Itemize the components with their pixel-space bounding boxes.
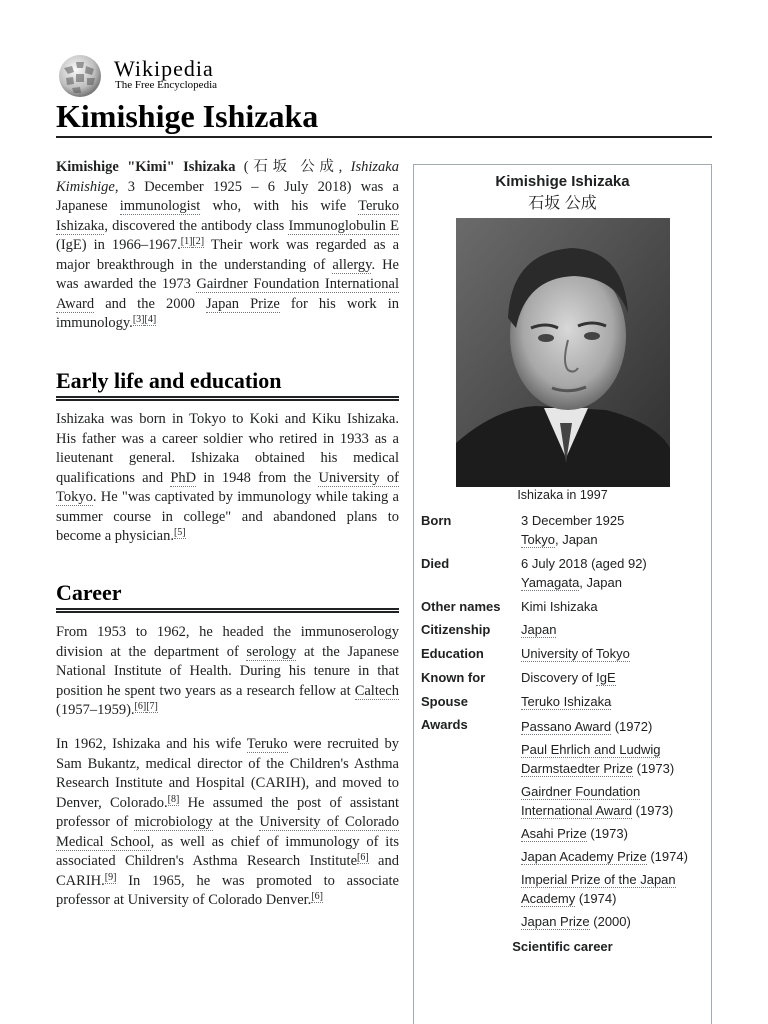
link-award[interactable]: Japan Academy Prize bbox=[521, 849, 647, 864]
link-ige[interactable]: IgE bbox=[596, 670, 616, 685]
award-item: Japan Prize (2000) bbox=[521, 914, 631, 929]
link-immunologist[interactable]: immunologist bbox=[119, 198, 201, 214]
ref-7[interactable]: [7] bbox=[146, 701, 158, 712]
ref-6[interactable]: [6] bbox=[134, 701, 147, 712]
award-item: Japan Academy Prize (1974) bbox=[521, 849, 688, 864]
award-item: Imperial Prize of the Japan Academy (1974) bbox=[521, 872, 676, 906]
born-date: 3 December 1925 bbox=[521, 513, 625, 528]
infobox-title: Kimishige Ishizaka bbox=[495, 173, 630, 190]
label-spouse: Spouse bbox=[421, 694, 468, 709]
link-award[interactable]: Imperial Prize of the Japan Academy bbox=[521, 872, 676, 906]
link-award[interactable]: Paul Ehrlich and Ludwig Darmstaedter Prize bbox=[521, 742, 661, 776]
portrait-illustration bbox=[456, 218, 670, 487]
ref-8[interactable]: [8] bbox=[167, 793, 180, 805]
link-yamagata[interactable]: Yamagata bbox=[521, 575, 580, 590]
award-item: Passano Award (1972) bbox=[521, 719, 653, 734]
portrait-photo[interactable] bbox=[456, 218, 670, 487]
awards-list bbox=[521, 717, 706, 935]
label-awards: Awards bbox=[421, 717, 468, 732]
section-divider bbox=[56, 608, 399, 613]
ref-2[interactable]: [2] bbox=[192, 236, 205, 247]
label-born: Born bbox=[421, 513, 452, 528]
early-life-paragraph: Ishizaka was born in Tokyo to Koki and Kiku Ishizaka. His father was a career soldier who retired in 1933 as a lieutenant general. Ishizaka obtained his medical qualifications and PhD in 1948 from the University of Tokyo. He "was captivated by immunology while taking a summer course in college" and abandoned plans to become a physician.[5] bbox=[56, 411, 399, 544]
link-university-of-tokyo[interactable]: University of Tokyo bbox=[56, 469, 399, 505]
link-teruko[interactable]: Teruko bbox=[246, 736, 288, 752]
award-item: Gairdner Foundation International Award (1973) bbox=[521, 784, 674, 818]
value-other-names: Kimi Ishizaka bbox=[521, 599, 598, 614]
link-education-university-of-tokyo[interactable]: University of Tokyo bbox=[521, 646, 630, 661]
link-gairdner-award[interactable]: Gairdner Foundation International Award bbox=[56, 276, 399, 312]
link-phd[interactable]: PhD bbox=[170, 469, 197, 486]
link-award[interactable]: Gairdner Foundation International Award bbox=[521, 784, 641, 818]
career-paragraph-2: In 1962, Ishizaka and his wife Teruko were recruited by Sam Bukantz, medical director of the Children's Asthma Research Institute and Hospital (CARIH), and moved to Denver, Colorado.[8] He assumed the post of assistant professor of microbiology at the University of Colorado Medical School, as well as chief of immunology of its associated Children's Asthma Research Institute[6] and CARIH.[9] In 1965, he was promoted to associate professor at University of Colorado Denver.[6] bbox=[56, 736, 399, 908]
ref-4[interactable]: [4] bbox=[144, 314, 157, 325]
ref-9[interactable]: [9] bbox=[104, 871, 117, 883]
heading-career: Career bbox=[56, 580, 122, 605]
wordmark: Wikipedia bbox=[114, 56, 214, 81]
page-title: Kimishige Ishizaka bbox=[56, 98, 319, 134]
native-name: 石坂 公成 bbox=[248, 159, 339, 175]
infobox-native-name: 石坂 公成 bbox=[528, 195, 597, 212]
link-colorado-medical-school[interactable]: University of Colorado Medical School bbox=[56, 814, 399, 850]
link-award[interactable]: Japan Prize bbox=[521, 914, 590, 929]
link-tokyo[interactable]: Tokyo bbox=[521, 532, 555, 547]
link-immunoglobulin-e[interactable]: Immunoglobulin E bbox=[288, 217, 399, 234]
label-citizenship: Citizenship bbox=[421, 622, 491, 637]
link-japan[interactable]: Japan bbox=[521, 622, 557, 637]
site-header bbox=[56, 54, 356, 98]
link-award[interactable]: Asahi Prize bbox=[521, 826, 587, 841]
link-microbiology[interactable]: microbiology bbox=[134, 814, 213, 830]
link-caltech[interactable]: Caltech bbox=[354, 682, 399, 699]
section-divider bbox=[56, 396, 399, 401]
label-education: Education bbox=[421, 646, 484, 661]
link-teruko-ishizaka[interactable]: Teruko Ishizaka bbox=[56, 198, 399, 234]
career-paragraph-1: From 1953 to 1962, he headed the immunoserology division at the department of serology at the Japanese National Institute of Health. During his tenure in that position he spent two years as a research fellow at Caltech (1957–1959).[6][7] bbox=[56, 624, 399, 718]
link-allergy[interactable]: allergy bbox=[332, 256, 372, 273]
photo-caption: Ishizaka in 1997 bbox=[517, 488, 608, 502]
label-other-names: Other names bbox=[421, 599, 501, 614]
value-born: 3 December 1925 Tokyo, Japan bbox=[521, 511, 706, 549]
ref-6[interactable]: [6] bbox=[311, 891, 323, 902]
romanized-name: Ishizaka Kimishige bbox=[56, 159, 399, 195]
scientific-career-header: Scientific career bbox=[512, 939, 613, 954]
died-date: 6 July 2018 (aged 92) bbox=[521, 556, 647, 571]
value-known-for: Discovery of IgE bbox=[521, 670, 616, 685]
link-award[interactable]: Passano Award bbox=[521, 719, 612, 734]
bold-name: Kimishige "Kimi" Ishizaka bbox=[56, 159, 236, 175]
ref-5[interactable]: [5] bbox=[173, 527, 186, 538]
value-died: 6 July 2018 (aged 92) Yamagata, Japan bbox=[521, 554, 706, 592]
award-item: Paul Ehrlich and Ludwig Darmstaedter Prize (1973) bbox=[521, 742, 675, 776]
label-known-for: Known for bbox=[421, 670, 486, 685]
heading-early-life: Early life and education bbox=[56, 368, 282, 393]
ref-1[interactable]: [1] bbox=[180, 236, 193, 247]
intro-paragraph: Kimishige "Kimi" Ishizaka (石坂 公成, Ishizaka Kimishige, 3 December 1925 – 6 July 2018) was a Japanese immunologist who, with his wife Teruko Ishizaka, discovered the antibody class Immunoglobulin E (IgE) in 1966–1967.[1][2] Their work was regarded as a major breakthrough in the understanding of allergy. He was awarded the 1973 Gairdner Foundation International Award and the 2000 Japan Prize for his work in immunology.[3][4] bbox=[56, 159, 399, 331]
award-item: Asahi Prize (1973) bbox=[521, 826, 628, 841]
ref-6[interactable]: [6] bbox=[357, 852, 369, 863]
ref-3[interactable]: [3] bbox=[132, 314, 145, 325]
link-japan-prize[interactable]: Japan Prize bbox=[206, 295, 280, 312]
tagline: The Free Encyclopedia bbox=[115, 79, 218, 91]
title-divider bbox=[56, 136, 712, 138]
label-died: Died bbox=[421, 556, 450, 571]
link-serology[interactable]: serology bbox=[246, 643, 297, 660]
link-spouse-teruko[interactable]: Teruko Ishizaka bbox=[521, 694, 612, 709]
wikipedia-globe-logo[interactable] bbox=[56, 54, 104, 98]
infobox bbox=[413, 164, 712, 1024]
